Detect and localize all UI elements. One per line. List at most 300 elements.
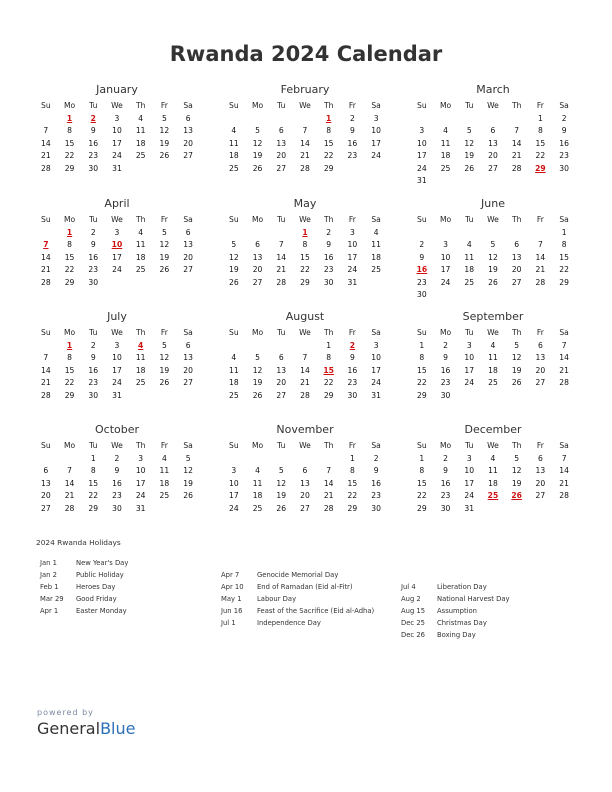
week-row	[34, 137, 200, 150]
day-cell: 30	[323, 277, 334, 287]
holiday-day-cell: 7	[43, 240, 49, 250]
week-row	[222, 452, 388, 465]
day-cell: 22	[64, 265, 75, 275]
day-cell: 19	[276, 491, 287, 501]
day-cell: 31	[464, 503, 475, 513]
holiday-day-cell: 4	[138, 340, 144, 350]
weekday-header: Fr	[348, 214, 356, 224]
day-cell	[341, 162, 365, 175]
day-cell: 25	[135, 151, 146, 161]
day-cell: 26	[229, 277, 239, 287]
day-cell: 27	[511, 277, 522, 287]
day-cell: 28	[559, 378, 569, 388]
day-cell: 22	[417, 491, 427, 501]
day-cell: 8	[67, 126, 72, 136]
month-table	[34, 98, 200, 175]
weekday-header: Tu	[277, 100, 286, 110]
holiday-row	[221, 595, 374, 607]
day-cell	[505, 175, 529, 188]
weekday-header: Mo	[251, 327, 264, 337]
holiday-name: Genocide Memorial Day	[257, 571, 339, 579]
day-cell: 17	[112, 252, 122, 262]
day-cell: 15	[88, 478, 99, 488]
day-cell: 8	[349, 466, 355, 476]
day-cell: 23	[88, 378, 99, 388]
footer	[37, 708, 135, 738]
day-cell: 15	[64, 365, 75, 375]
day-cell: 28	[535, 277, 546, 287]
holiday-row	[40, 595, 128, 607]
holiday-row	[221, 583, 374, 595]
weekday-header: Sa	[371, 214, 381, 224]
month-february	[222, 82, 388, 175]
day-cell: 1	[326, 340, 332, 350]
holiday-row	[221, 619, 374, 631]
day-cell: 17	[371, 138, 381, 148]
day-cell: 19	[511, 478, 522, 488]
holiday-day-cell: 1	[66, 113, 73, 123]
month-november	[222, 422, 388, 515]
weekday-header: Mo	[439, 327, 452, 337]
day-cell: 10	[464, 353, 475, 363]
week-row	[34, 239, 200, 252]
holiday-date: Dec 25	[401, 619, 425, 627]
weekday-header: Tu	[465, 214, 474, 224]
week-row	[34, 125, 200, 138]
holiday-name: National Harvest Day	[437, 595, 510, 603]
weekday-header: Tu	[277, 440, 286, 450]
day-cell	[269, 452, 293, 465]
day-cell: 14	[300, 138, 310, 148]
day-cell: 6	[43, 466, 49, 476]
day-cell: 24	[229, 503, 239, 513]
holiday-name: Good Friday	[76, 595, 117, 603]
day-cell: 22	[559, 265, 569, 275]
day-cell: 25	[229, 163, 239, 173]
week-row	[222, 239, 388, 252]
week-row	[34, 477, 200, 490]
day-cell: 15	[417, 365, 427, 375]
day-cell: 12	[183, 466, 193, 476]
day-cell	[481, 289, 505, 302]
day-cell: 3	[349, 227, 355, 237]
day-cell: 3	[443, 240, 448, 250]
week-row	[34, 452, 200, 465]
day-cell: 3	[114, 113, 120, 123]
week-row	[222, 339, 388, 352]
day-cell: 10	[371, 126, 381, 136]
holiday-day-cell: 29	[535, 163, 546, 173]
day-cell: 8	[67, 353, 72, 363]
holiday-date: Mar 29	[40, 595, 64, 603]
day-cell: 18	[159, 478, 170, 488]
day-cell: 11	[135, 126, 146, 136]
day-cell	[552, 175, 576, 188]
day-cell: 8	[419, 466, 425, 476]
day-cell: 14	[323, 478, 334, 488]
weekday-header: Th	[135, 440, 146, 450]
day-cell: 29	[88, 503, 99, 513]
day-cell: 12	[159, 240, 170, 250]
week-row	[410, 162, 576, 175]
day-cell: 17	[464, 365, 475, 375]
week-row	[34, 264, 200, 277]
weekday-header: Mo	[63, 214, 76, 224]
day-cell: 29	[347, 503, 358, 513]
day-cell: 4	[443, 126, 448, 136]
weekday-header: Fr	[536, 214, 544, 224]
day-cell: 14	[511, 138, 522, 148]
day-cell	[481, 226, 505, 239]
day-cell: 11	[229, 365, 239, 375]
month-name: November	[276, 423, 334, 436]
month-table	[410, 98, 576, 187]
day-cell	[552, 502, 576, 515]
day-cell	[529, 175, 553, 188]
day-cell	[246, 112, 270, 125]
day-cell: 9	[90, 240, 96, 250]
holiday-date: Jan 1	[40, 559, 57, 567]
day-cell: 24	[417, 163, 427, 173]
day-cell: 11	[371, 240, 381, 250]
week-row	[34, 162, 200, 175]
weekday-header: Mo	[251, 100, 264, 110]
day-cell: 5	[278, 466, 284, 476]
day-cell: 20	[535, 478, 546, 488]
holiday-row	[221, 607, 374, 619]
day-cell: 30	[88, 163, 99, 173]
weekday-header: Fr	[536, 327, 544, 337]
day-cell: 17	[229, 491, 239, 501]
day-cell: 27	[276, 390, 287, 400]
day-cell: 16	[559, 138, 569, 148]
day-cell: 24	[371, 378, 381, 388]
day-cell: 5	[514, 340, 520, 350]
day-cell	[129, 162, 153, 175]
weekday-header: Su	[41, 214, 51, 224]
day-cell: 15	[323, 138, 334, 148]
weekday-header: Su	[417, 100, 427, 110]
day-cell: 23	[347, 378, 358, 388]
week-row	[34, 150, 200, 163]
holiday-name: Heroes Day	[76, 583, 116, 591]
day-cell: 15	[64, 252, 75, 262]
day-cell: 14	[300, 365, 310, 375]
day-cell: 8	[90, 466, 96, 476]
week-row	[34, 377, 200, 390]
day-cell	[222, 112, 246, 125]
day-cell: 7	[514, 126, 520, 136]
day-cell: 10	[229, 478, 239, 488]
day-cell	[246, 339, 270, 352]
week-row	[222, 477, 388, 490]
holiday-date: Apr 7	[221, 571, 240, 579]
day-cell: 4	[138, 227, 144, 237]
holiday-day-cell: 2	[90, 113, 96, 123]
day-cell: 3	[373, 340, 379, 350]
week-row	[410, 364, 576, 377]
week-row	[222, 137, 388, 150]
day-cell	[269, 339, 293, 352]
week-row	[34, 352, 200, 365]
day-cell: 30	[559, 163, 569, 173]
week-row	[222, 251, 388, 264]
weekday-header: Fr	[348, 440, 356, 450]
day-cell	[505, 289, 529, 302]
day-cell: 23	[112, 491, 122, 501]
week-row	[222, 502, 388, 515]
weekday-header: Sa	[559, 100, 569, 110]
day-cell: 1	[561, 227, 567, 237]
day-cell: 22	[323, 378, 334, 388]
day-cell: 6	[255, 240, 260, 250]
day-cell	[176, 502, 200, 515]
day-cell: 30	[440, 503, 451, 513]
day-cell: 20	[488, 151, 498, 161]
day-cell: 6	[490, 126, 496, 136]
day-cell: 14	[276, 252, 287, 262]
day-cell: 25	[440, 163, 451, 173]
day-cell: 15	[64, 138, 75, 148]
day-cell: 6	[278, 353, 284, 363]
day-cell: 24	[464, 378, 475, 388]
holiday-name: Labour Day	[257, 595, 297, 603]
week-row	[410, 289, 576, 302]
day-cell: 25	[464, 277, 475, 287]
holiday-row	[40, 607, 128, 619]
day-cell	[434, 289, 458, 302]
weekday-header: Th	[511, 100, 522, 110]
day-cell: 9	[443, 466, 448, 476]
day-cell: 6	[185, 227, 191, 237]
day-cell: 30	[371, 503, 381, 513]
day-cell: 18	[135, 138, 146, 148]
week-row	[222, 112, 388, 125]
day-cell: 16	[371, 478, 381, 488]
day-cell: 7	[302, 353, 308, 363]
day-cell: 18	[440, 151, 451, 161]
day-cell	[364, 276, 388, 289]
day-cell: 20	[276, 378, 287, 388]
day-cell	[222, 226, 246, 239]
day-cell: 26	[488, 277, 498, 287]
day-cell: 24	[440, 277, 451, 287]
day-cell: 3	[466, 340, 472, 350]
day-cell: 12	[464, 138, 475, 148]
weekday-header: Sa	[559, 440, 569, 450]
day-cell: 31	[112, 163, 122, 173]
weekday-header: Su	[417, 214, 427, 224]
weekday-header: We	[487, 327, 499, 337]
day-cell: 21	[276, 265, 287, 275]
day-cell: 17	[371, 365, 381, 375]
holiday-row	[401, 583, 510, 595]
day-cell: 18	[464, 265, 475, 275]
day-cell	[293, 339, 317, 352]
day-cell: 12	[252, 138, 263, 148]
day-cell: 29	[323, 163, 334, 173]
day-cell: 5	[255, 126, 260, 136]
weekday-header: Su	[417, 440, 427, 450]
day-cell: 22	[347, 491, 358, 501]
weekday-header: Sa	[559, 327, 569, 337]
week-row	[222, 389, 388, 402]
month-table	[34, 212, 200, 289]
week-row	[34, 112, 200, 125]
day-cell: 8	[302, 240, 308, 250]
day-cell: 10	[112, 126, 122, 136]
day-cell: 25	[159, 491, 170, 501]
day-cell	[481, 112, 505, 125]
day-cell: 3	[138, 453, 144, 463]
month-name: October	[94, 423, 140, 436]
day-cell: 1	[349, 453, 355, 463]
month-name: August	[285, 310, 325, 323]
day-cell: 11	[252, 478, 263, 488]
day-cell: 16	[347, 365, 358, 375]
month-march	[410, 82, 576, 187]
week-row	[222, 377, 388, 390]
week-row	[410, 502, 576, 515]
day-cell: 17	[112, 365, 122, 375]
day-cell: 28	[64, 503, 75, 513]
day-cell: 28	[41, 163, 51, 173]
weekday-header: Th	[511, 440, 522, 450]
weekday-header: Su	[41, 440, 51, 450]
weekday-header: Su	[417, 327, 427, 337]
day-cell: 6	[185, 113, 191, 123]
day-cell: 5	[514, 453, 520, 463]
weekday-header: Su	[229, 327, 239, 337]
day-cell: 21	[559, 365, 569, 375]
week-row	[410, 175, 576, 188]
holiday-name: Assumption	[437, 607, 477, 615]
month-table	[222, 438, 388, 515]
day-cell: 25	[371, 265, 381, 275]
weekday-header: Fr	[348, 100, 356, 110]
day-cell: 16	[440, 365, 451, 375]
weekday-header: Fr	[160, 214, 168, 224]
day-cell	[34, 452, 58, 465]
day-cell: 27	[300, 503, 310, 513]
day-cell: 21	[64, 491, 75, 501]
week-row	[410, 137, 576, 150]
day-cell: 28	[300, 163, 310, 173]
week-row	[34, 502, 200, 515]
day-cell: 23	[371, 491, 381, 501]
day-cell: 24	[135, 491, 146, 501]
day-cell: 27	[183, 151, 193, 161]
day-cell: 28	[41, 277, 51, 287]
day-cell: 13	[183, 126, 193, 136]
week-row	[34, 490, 200, 503]
day-cell: 7	[561, 340, 567, 350]
day-cell: 2	[90, 227, 96, 237]
day-cell: 5	[466, 126, 472, 136]
day-cell: 19	[159, 138, 170, 148]
day-cell: 5	[255, 353, 260, 363]
day-cell: 29	[417, 390, 427, 400]
day-cell: 7	[43, 126, 49, 136]
day-cell: 2	[561, 113, 567, 123]
day-cell: 24	[112, 265, 122, 275]
day-cell: 2	[419, 240, 425, 250]
day-cell: 20	[252, 265, 263, 275]
day-cell: 17	[440, 265, 451, 275]
day-cell	[34, 339, 58, 352]
day-cell: 29	[64, 277, 75, 287]
day-cell: 24	[112, 151, 122, 161]
day-cell: 16	[112, 478, 122, 488]
day-cell: 29	[64, 163, 75, 173]
weekday-header: Mo	[439, 100, 452, 110]
day-cell: 19	[488, 265, 498, 275]
day-cell: 27	[276, 163, 287, 173]
day-cell	[364, 162, 388, 175]
day-cell: 21	[535, 265, 546, 275]
day-cell: 7	[537, 240, 543, 250]
day-cell: 3	[114, 340, 120, 350]
week-row	[410, 125, 576, 138]
month-table	[222, 212, 388, 289]
day-cell: 6	[537, 340, 543, 350]
day-cell	[529, 289, 553, 302]
day-cell	[552, 289, 576, 302]
day-cell: 23	[88, 265, 99, 275]
week-row	[34, 339, 200, 352]
day-cell: 28	[41, 390, 51, 400]
day-cell: 9	[349, 126, 355, 136]
week-row	[34, 276, 200, 289]
day-cell: 4	[373, 227, 379, 237]
day-cell: 21	[511, 151, 522, 161]
week-row	[34, 226, 200, 239]
day-cell: 4	[161, 453, 167, 463]
week-row	[222, 352, 388, 365]
day-cell: 14	[64, 478, 75, 488]
day-cell: 18	[252, 491, 263, 501]
week-row	[410, 389, 576, 402]
day-cell: 12	[511, 353, 522, 363]
day-cell: 24	[371, 151, 381, 161]
holiday-row	[401, 631, 510, 643]
weekday-header: Tu	[277, 327, 286, 337]
day-cell: 31	[112, 390, 122, 400]
day-cell	[529, 226, 553, 239]
day-cell: 11	[488, 466, 498, 476]
day-cell: 20	[183, 252, 193, 262]
week-row	[410, 226, 576, 239]
day-cell: 17	[347, 252, 358, 262]
weekday-header: Su	[229, 100, 239, 110]
day-cell: 22	[64, 151, 75, 161]
week-row	[410, 264, 576, 277]
day-cell: 7	[67, 466, 72, 476]
day-cell: 21	[300, 378, 310, 388]
day-cell: 9	[349, 353, 355, 363]
weekday-header: We	[487, 214, 499, 224]
day-cell: 11	[464, 252, 475, 262]
holiday-day-cell: 1	[66, 340, 73, 350]
holiday-date: Jul 1	[221, 619, 236, 627]
month-name: February	[280, 83, 330, 96]
day-cell: 3	[419, 126, 425, 136]
day-cell: 2	[90, 340, 96, 350]
day-cell: 21	[41, 265, 51, 275]
holiday-day-cell: 2	[349, 340, 356, 350]
week-row	[410, 377, 576, 390]
day-cell	[293, 452, 317, 465]
